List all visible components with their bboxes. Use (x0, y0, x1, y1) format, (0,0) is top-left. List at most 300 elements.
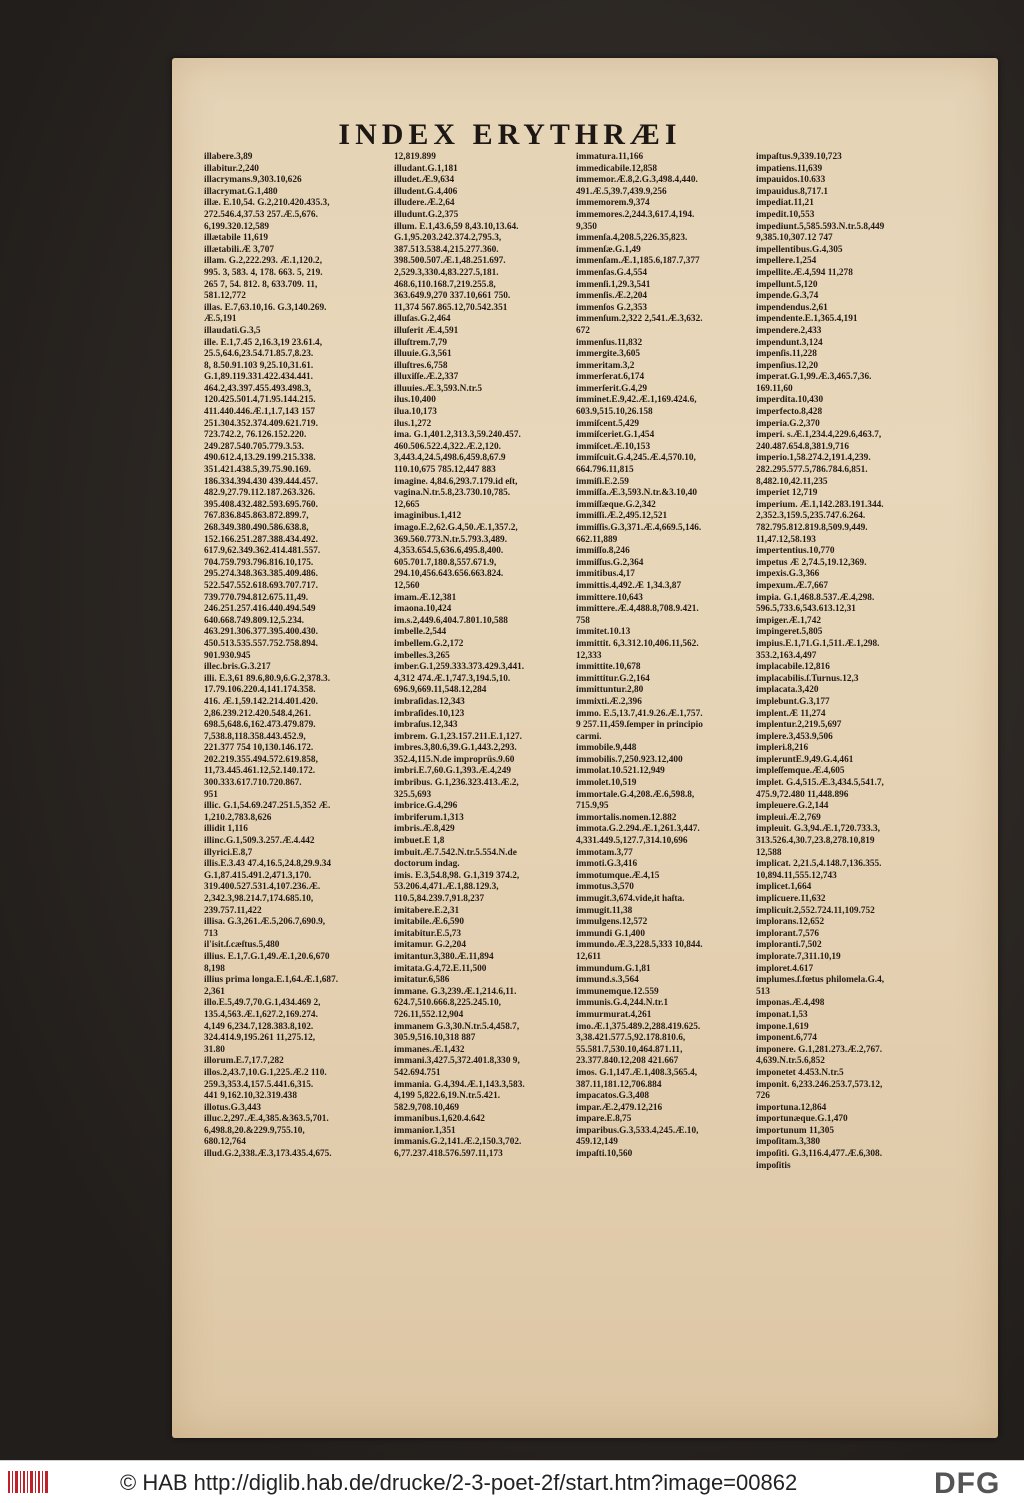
index-entry: impoſitam.3,380 (756, 1137, 821, 1148)
index-entry: implicet.1,664 (756, 882, 812, 893)
index-entry: 680.12,764 (204, 1137, 246, 1148)
index-entry: 294.10,456.643.656.663.824. (394, 569, 504, 580)
index-entry: illius prima longa.E.1,64.Æ.1,687. (204, 975, 339, 986)
index-entry: 23.377.840.12,208 421.667 (576, 1056, 679, 1067)
index-entry: 6,199.320.12,589 (204, 221, 270, 232)
index-entry: 2,86.239.212.420.548.4,261. (204, 708, 311, 719)
index-entry: 11,73.445.461.12,52.140.172. (204, 766, 316, 777)
index-entry: 4,353.654.5,636.6,495.8,400. (394, 546, 504, 557)
index-entry: Æ.5,191 (204, 314, 237, 325)
index-entry: impellere.1,254 (756, 256, 817, 267)
index-entry: 282.295.577.5,786.784.6,851. (756, 465, 868, 476)
index-entry: 319.400.527.531.4,107.236.Æ. (204, 882, 321, 893)
index-entry: imo.Æ.1,375.489.2,288.419.625. (576, 1021, 701, 1032)
index-entry: 4,199 5,822.6,19.N.tr.5.421. (394, 1091, 501, 1102)
index-entry: impoſitis (756, 1160, 791, 1171)
index-entry: imbrice.G.4,296 (394, 801, 458, 812)
index-entry: 363.649.9,270 337.10,661 750. (394, 291, 511, 302)
index-entry: 662.11,889 (576, 534, 618, 545)
index-entry: 640.668.749.809.12,5.234. (204, 615, 304, 626)
index-entry: immiſſus.G.2,364 (576, 557, 644, 568)
index-entry: immotus.3,570 (576, 882, 634, 893)
index-entry: imagine. 4,84.6,293.7.179.id eſt, (394, 476, 518, 487)
index-entry: illaudati.G.3,5 (204, 325, 261, 336)
index-entry: 6,77.237.418.576.597.11,173 (394, 1149, 503, 1160)
index-entry: 672 (576, 325, 590, 336)
index-entry: impellite.Æ.4,594 11,278 (756, 267, 853, 278)
index-entry: 135.4,563.Æ.1,627.2,169.274. (204, 1009, 318, 1020)
index-entry: 6,498.8,20.&229.9,755.10, (204, 1125, 305, 1136)
index-entry: 53.206.4,471.Æ.1,88.129.3, (394, 882, 499, 893)
index-entry: 251.304.352.374.409.621.719. (204, 418, 318, 429)
index-entry: illuſerit Æ.4,591 (394, 325, 459, 336)
index-entry: immolet.10,519 (576, 778, 637, 789)
index-entry: imbris.Æ.8,429 (394, 824, 455, 835)
index-entry: 12,665 (394, 499, 420, 510)
index-entry: impendere.2,433 (756, 325, 822, 336)
index-entry: 387.513.538.4,215.277.360. (394, 244, 499, 255)
index-entry: imitabitur.E.5,73 (394, 928, 462, 939)
index-entry: 3,443.4,24.5,498.6,459.8,67.9 (394, 453, 506, 464)
index-entry: immanis.G.2,141.Æ.2,150.3,702. (394, 1137, 522, 1148)
index-entry: illuſtres.6,758 (394, 360, 448, 371)
index-entry: immota.G.2.294.Æ.1,261.3,447. (576, 824, 700, 835)
page-title: INDEX ERYTHRÆI (338, 118, 682, 151)
index-entry: impauidos.10.633 (756, 175, 826, 186)
index-entry: 995. 3, 583. 4, 178. 663. 5, 219. (204, 267, 323, 278)
index-entry: imminet.E.9,42.Æ.1,169.424.6, (576, 395, 697, 406)
index-entry: 416. Æ.1,59.142.214.401.420. (204, 696, 318, 707)
index-entry: impleri.8,216 (756, 743, 809, 754)
index-entry: immiſcent.5,429 (576, 418, 639, 429)
index-entry: immanem G.3,30.N.tr.5.4,458.7, (394, 1021, 520, 1032)
index-entry: illidit 1,116 (204, 824, 248, 835)
index-entry: illætabile 11,619 (204, 233, 269, 244)
index-entry: immitibus.4,17 (576, 569, 635, 580)
index-entry: 459.12,149 (576, 1137, 618, 1148)
index-entry: illec.bris.G.3.217 (204, 662, 271, 673)
index-entry: imbrem. G.1,23.157.211.E.1,127. (394, 731, 522, 742)
index-entry: illudet.Æ.9,634 (394, 175, 455, 186)
index-entry: immittuntur.2,80 (576, 685, 644, 696)
index-entry: imago.E.2,62.G.4,50.Æ.1,357.2, (394, 523, 518, 533)
index-entry: 664.796.11,815 (576, 465, 634, 476)
index-entry: 12,611 (576, 951, 602, 962)
index-entry: 596.5,733.6,543.613.12,31 (756, 604, 856, 615)
index-column-2 (394, 152, 572, 1342)
footer-bar (0, 1460, 1024, 1503)
index-entry: 713 (204, 928, 218, 939)
index-entry: 10,894.11,555.12,743 (756, 870, 837, 881)
index-entry: immania. G.4,394.Æ.1,143.3,583. (394, 1079, 525, 1090)
index-entry: impaſti.10,560 (576, 1149, 633, 1160)
index-entry: 767.836.845.863.872.899.7, (204, 511, 309, 522)
index-entry: immanes.Æ.1,432 (394, 1044, 465, 1055)
index-entry: imis. E.3,54.8,98. G.1,319 374.2, (394, 870, 520, 881)
index-entry: imponetet 4.453.N.tr.5 (756, 1067, 844, 1078)
index-entry: 603.9,515.10,26.158 (576, 407, 653, 418)
index-entry: 715.9,95 (576, 801, 609, 812)
index-entry: immiſſa.Æ.3,593.N.tr.&3.10,40 (576, 488, 698, 499)
index-entry: 411.440.446.Æ.1,1.7,143 157 (204, 407, 316, 418)
index-entry: imperi. s.Æ.1,234.4,229.6,463.7, (756, 430, 882, 441)
index-entry: 8,198 (204, 963, 225, 974)
index-entry: 169.11,60 (756, 383, 793, 394)
index-entry: illudunt.G.2,375 (394, 209, 459, 220)
index-entry: imbres.3,80.6,39.G.1,443.2,293. (394, 743, 517, 754)
index-entry: 295.274.348.363.385.409.486. (204, 569, 318, 580)
index-entry: vagina.N.tr.5.8,23.730.10,785. (394, 488, 511, 499)
index-entry: illyrici.E.8,7 (204, 847, 253, 858)
index-entry: imperium. Æ.1,142.283.191.344. (756, 499, 884, 510)
index-entry: implentur.2,219.5,697 (756, 720, 842, 731)
index-entry: imponere. G.1,281.273.Æ.2,767. (756, 1044, 883, 1055)
index-entry: immiſſæque.G.2,342 (576, 499, 656, 510)
index-entry: immergite.3,605 (576, 349, 641, 360)
index-entry: illuxiſſe.Æ.2,337 (394, 372, 459, 383)
index-entry: impedit.10,553 (756, 209, 815, 220)
index-entry: imponas.Æ.4,498 (756, 998, 825, 1009)
index-entry: importunæque.G.1,470 (756, 1114, 848, 1125)
index-entry: im.s.2,449.6,404.7.801.10,588 (394, 615, 508, 626)
index-entry: implorate.7,311.10,19 (756, 951, 841, 962)
index-entry: 522.547.552.618.693.707.717. (204, 580, 318, 591)
index-entry: impone.1,619 (756, 1021, 809, 1032)
index-entry: immatura.11,166 (576, 152, 644, 162)
index-entry: immiſſis.G.3,371.Æ.4,669.5,146. (576, 523, 702, 533)
index-entry: immerſerit.G.4,29 (576, 383, 647, 394)
index-entry: 513 (756, 986, 770, 997)
index-entry: illudent.G.4,406 (394, 186, 458, 197)
index-entry: illos.2,43.7,10.G.1,225.Æ.2 110. (204, 1067, 327, 1078)
index-entry: immittitur.G.2,164 (576, 673, 650, 684)
barcode-icon (6, 1469, 50, 1495)
index-entry: 9,385.10,307.12 747 (756, 233, 833, 244)
index-entry: importuna.12,864 (756, 1102, 827, 1113)
index-entry: 31.80 (204, 1044, 225, 1055)
index-entry: 726 (756, 1091, 770, 1102)
index-entry: imbellem.G.2,172 (394, 638, 464, 649)
index-entry: 110.5,84.239.7,91.8,237 (394, 894, 485, 904)
index-entry: 1,210.2,783.8,626 (204, 812, 272, 823)
index-entry: illuſas.G.2,464 (394, 314, 451, 325)
index-entry: 249.287.540.705.779.3.53. (204, 441, 304, 452)
index-entry: immiſſo.8,246 (576, 546, 630, 557)
index-entry: ima. G.1,401.2,313.3,59.240.457. (394, 430, 521, 441)
index-entry: immemorem.9,374 (576, 198, 650, 209)
index-entry: 582.9,708.10,469 (394, 1102, 460, 1113)
index-entry: imbraſus.12,343 (394, 720, 458, 731)
index-entry: 268.349.380.490.586.638.8, (204, 523, 309, 533)
index-entry: immunis.G.4,244.N.tr.1 (576, 998, 669, 1009)
index-entry: 351.421.438.5,39.75.90.169. (204, 465, 311, 476)
index-entry: 8,482.10,42.11,235 (756, 476, 828, 487)
index-entry: illuc.2,297.Æ.4,385.&363.5,701. (204, 1114, 329, 1125)
index-entry: 464.2,43.397.455.493.498.3, (204, 383, 311, 394)
index-entry: imbraſides.10,123 (394, 708, 465, 719)
index-entry: immoti.G.3,416 (576, 859, 638, 870)
index-entry: impenſius.12,20 (756, 360, 818, 371)
index-entry: immanibus.1,620.4.642 (394, 1114, 485, 1125)
index-entry: imbribus. G.1,236.323.413.Æ.2, (394, 778, 519, 789)
index-entry: 4,312 474.Æ.1,747.3,194.5,10. (394, 673, 511, 684)
index-entry: 152.166.251.287.388.434.492. (204, 534, 318, 545)
index-entry: 12,560 (394, 580, 420, 591)
index-entry: 259.3,353.4,157.5.441.6,315. (204, 1079, 314, 1090)
index-entry: 3,38.421.577.5,92.178.810.6, (576, 1033, 686, 1044)
index-entry: immenſam.Æ.1,185.6,187.7,377 (576, 256, 700, 267)
index-entry: 265 7, 54. 812. 8, 633.709. 11, (204, 279, 318, 290)
index-entry: imponat.1,53 (756, 1009, 808, 1020)
index-entry: impediat.11,21 (756, 198, 814, 209)
index-entry: 8, 8.50.91.103 9,25.10,31.61. (204, 360, 314, 371)
index-entry: imbuit.Æ.7.542.N.tr.5.554.N.de (394, 847, 517, 858)
index-entry: illabitur.2,240 (204, 163, 259, 174)
index-entry: immo. E.5,13.7,41.9.26.Æ.1,757. (576, 708, 703, 719)
index-entry: illuuies.Æ.3,593.N.tr.5 (394, 383, 482, 394)
index-entry: 25.5,64.6,23.54.71.85.7,8.23. (204, 349, 314, 360)
index-entry: impingeret.5,805 (756, 627, 823, 638)
index-entry: 11,374 567.865.12,70.542.351 (394, 302, 508, 313)
index-entry: ille. E.1,7.45 2,16.3,19 23.61.4, (204, 337, 323, 348)
index-entry: immenſi.1,29.3,541 (576, 279, 651, 290)
index-entry: impauidus.8,717.1 (756, 186, 829, 197)
index-entry: illabere.3,89 (204, 152, 253, 162)
index-entry: immundo.Æ.3,228.5,333 10,844. (576, 940, 703, 951)
index-entry: immenſus.11,832 (576, 337, 643, 348)
index-entry: implacabilis.ſ.Turnus.12,3 (756, 673, 859, 684)
index-entry: implicat. 2,21.5,4.148.7,136.355. (756, 859, 882, 870)
index-entry: 221.377 754 10,130.146.172. (204, 743, 314, 754)
index-entry: imperio.1,58.274.2,191.4,239. (756, 453, 871, 464)
index-entry: 353.2,163.4,497 (756, 650, 817, 661)
index-entry: illinc.G.1,509.3.257.Æ.4.442 (204, 836, 315, 847)
index-column-1 (204, 152, 382, 1342)
index-entry: impenſis.11,228 (756, 349, 817, 360)
index-entry: 739.770.794.812.675.11,49. (204, 592, 309, 603)
index-entry: impellunt.5,120 (756, 279, 818, 290)
index-entry: immani.3,427.5,372.401.8,330 9, (394, 1056, 520, 1067)
index-entry: immobile.9,448 (576, 743, 637, 754)
index-entry: 901.930.945 (204, 650, 251, 661)
index-entry: immolat.10.521.12,949 (576, 766, 665, 777)
index-entry: implicuit.2,552.724.11,109.752 (756, 905, 875, 916)
index-entry: 239.757.11,422 (204, 905, 262, 916)
index-entry: imam.Æ.12,381 (394, 592, 457, 603)
index-entry: imperat.G.1,99.Æ.3,465.7,36. (756, 372, 872, 383)
index-entry: immittis.4,492.Æ 1,34.3,87 (576, 580, 682, 591)
index-entry: impediunt.5,585.593.N.tr.5.8,449 (756, 221, 885, 232)
index-entry: 387.11,181.12,706.884 (576, 1079, 662, 1090)
copyright-link[interactable]: © HAB http://diglib.hab.de/drucke/2-3-poet-2f/start.htm?image=00862 (120, 1470, 798, 1495)
index-entry: immittit. 6,3.312.10,406.11,562. (576, 638, 699, 649)
index-entry: impleuit. G.3,94.Æ.1,720.733.3, (756, 824, 880, 835)
index-entry: impleuere.G.2,144 (756, 801, 829, 812)
index-entry: 7,538.8,118.358.443.452.9, (204, 731, 306, 742)
index-entry: 624.7,510.666.8,225.245.10, (394, 998, 501, 1009)
index-entry: impacatos.G.3,408 (576, 1091, 650, 1102)
index-entry: ilua.10,173 (394, 407, 437, 418)
index-entry: 726.11,552.12,904 (394, 1009, 464, 1020)
index-entry: immeritam.3,2 (576, 360, 635, 371)
index-entry: 369.560.773.N.tr.5.793.3,489. (394, 534, 508, 545)
index-entry: imos. G.1,147.Æ.1,408.3,565.4, (576, 1067, 698, 1078)
index-entry: immerſerat.6,174 (576, 372, 645, 383)
index-entry: immittere.10,643 (576, 592, 643, 603)
index-entry: implet. G.4,515.Æ.3,434.5,541.7, (756, 778, 884, 789)
index-entry: immanior.1,351 (394, 1125, 456, 1136)
index-entry: G.1,95.203.242.374.2,795.3, (394, 233, 502, 244)
index-entry: imbelle.2,544 (394, 627, 447, 638)
index-column-4 (756, 152, 956, 1342)
index-entry: 17.79.106.220.4,141.174.358. (204, 685, 316, 696)
index-entry: 4,331.449.5,127.7,314.10,696 (576, 836, 688, 847)
index-entry: 482.9,27.79.112.187.263.326. (204, 488, 316, 499)
index-entry: 951 (204, 789, 218, 800)
index-entry: immenſis.Æ.2,204 (576, 291, 648, 302)
index-entry: immiſceriet.G.1,454 (576, 430, 655, 441)
index-entry: implent.Æ 11,274 (756, 708, 826, 719)
index-entry: imitabile.Æ.6,590 (394, 917, 464, 928)
index-entry: 782.795.812.819.8,509.9,449. (756, 523, 868, 533)
index-entry: immittere.Æ.4,488.8,708.9.421. (576, 604, 699, 615)
index-entry: imitatur.6,586 (394, 975, 450, 986)
index-entry: 120.425.501.4,71.95.144.215. (204, 395, 316, 406)
index-entry: immitet.10.13 (576, 627, 631, 638)
index-entry: impleui.Æ.2,769 (756, 812, 821, 823)
index-entry: illo.E.5,49.7,70.G.1,434.469 2, (204, 998, 321, 1009)
index-entry: 542.694.751 (394, 1067, 441, 1078)
index-entry: immulgens.12,572 (576, 917, 648, 928)
index-entry: 698.5,648.6,162.473.479.879. (204, 720, 316, 731)
dfg-logo: DFG (934, 1467, 1001, 1500)
index-entry: illis.E.3.43 47.4,16.5,24.8,29.9.34 (204, 859, 332, 870)
index-entry: 12,819.899 (394, 152, 436, 162)
index-entry: impendunt.3,124 (756, 337, 823, 348)
index-entry: illotus.G.3,443 (204, 1102, 262, 1113)
index-entry: illum. E.1,43.6,59 8,43.10,13.64. (394, 221, 519, 232)
index-entry: immortale.G.4,208.Æ.6,598.8, (576, 789, 695, 800)
index-entry: 460.506.522.4,322.Æ.2,120. (394, 441, 501, 452)
index-entry: immenſa.4,208.5,226.35,823. (576, 233, 688, 244)
index-entry: impius.E.1,71.G.1,511.Æ.1,298. (756, 638, 880, 649)
index-entry: immiſcet.Æ.10,153 (576, 441, 651, 452)
index-entry: imitabere.E.2,31 (394, 905, 460, 916)
index-entry: 110.10,675 785.12,447 883 (394, 465, 496, 476)
index-entry: 395.408.432.482.593.695.760. (204, 499, 318, 510)
index-entry: imperia.G.2,370 (756, 418, 820, 429)
index-entry: 704.759.793.796.816.10,175. (204, 557, 314, 568)
index-entry: 305.9,516.10,318 887 (394, 1033, 476, 1044)
index-entry: implicuere.11,632 (756, 894, 826, 904)
index-entry: implacata.3,420 (756, 685, 819, 696)
index-entry: imitantur.3,380.Æ.11,894 (394, 951, 494, 962)
index-entry: importunum 11,305 (756, 1125, 835, 1136)
index-entry: 475.9,72.480 11,448.896 (756, 789, 849, 800)
index-entry: 758 (576, 615, 590, 626)
index-entry: 202.219.355.494.572.619.858, (204, 754, 318, 765)
index-entry: implacabile.12,816 (756, 662, 830, 673)
index-entry: 463.291.306.377.395.400.430. (204, 627, 318, 638)
index-entry: implorant.7,576 (756, 928, 820, 939)
index-entry: impatiens.11,639 (756, 163, 823, 174)
index-entry: 2,361 (204, 986, 225, 997)
index-entry: 2,352.3,159.5,235.747.6.264. (756, 511, 866, 522)
index-entry: immenſas.G.4,554 (576, 267, 648, 278)
index-entry: 186.334.394.430 439.444.457. (204, 476, 318, 487)
index-entry: ilus.1,272 (394, 418, 432, 429)
index-entry: 617.9,62.349.362.414.481.557. (204, 546, 321, 557)
index-entry: illacrymans.9,303.10,626 (204, 175, 302, 186)
index-entry: illas. E.7,63.10,16. G.3,140.269. (204, 302, 327, 313)
index-entry: 4,149 6,234.7,128.383.8,102. (204, 1021, 314, 1032)
index-entry: 9 257.11,459.ſemper in principio (576, 720, 703, 731)
index-entry: implorans.12,652 (756, 917, 825, 928)
index-entry: illisa. G.3,261.Æ.5,206.7,690.9, (204, 917, 326, 928)
index-entry: impia. G.1,468.8.537.Æ.4,298. (756, 592, 875, 603)
index-entry: immiſſi.Æ.2,495.12,521 (576, 511, 668, 522)
index-entry: imbuet.E 1,8 (394, 836, 445, 847)
index-entry: immundi G.1,400 (576, 928, 645, 939)
index-entry: illuſtrem.7,79 (394, 337, 448, 348)
index-entry: 240.487.654.8,381.9,716 (756, 441, 849, 452)
index-entry: immugit.11,38 (576, 905, 633, 916)
index-entry: 300.333.617.710.720.867. (204, 778, 302, 789)
index-entry: 605.701.7,180.8,557.671.9, (394, 557, 497, 568)
index-entry: immenſos G.2,353 (576, 302, 648, 313)
index-entry: illacrymat.G.1,480 (204, 186, 278, 197)
index-entry: immenſæ.G.1,49 (576, 244, 641, 255)
index-entry: illudere.Æ.2,64 (394, 198, 455, 209)
index-entry: 55.581.7,530.10,464.871.11, (576, 1044, 683, 1055)
index-entry: implere.3,453.9,506 (756, 731, 833, 742)
index-entry: immittite.10,678 (576, 662, 641, 673)
index-entry: G.1,89.119.331.422.434.441. (204, 372, 313, 383)
index-entry: illætabili.Æ 3,707 (204, 244, 274, 255)
index-entry: illorum.E.7,17.7,282 (204, 1056, 284, 1067)
index-entry: 723.742.2, 76.126.152.220. (204, 430, 307, 441)
index-entry: immund.s.3,564 (576, 975, 639, 986)
index-entry: impexis.G.3,366 (756, 569, 820, 580)
index-entry: impendente.E.1,365.4,191 (756, 314, 858, 325)
index-entry: imbri.E.7,60.G.1,393.Æ.4,249 (394, 766, 511, 777)
index-entry: imperdita.10,430 (756, 395, 824, 406)
index-entry: immundum.G.1,81 (576, 963, 651, 974)
index-entry: imbelles.3,265 (394, 650, 450, 661)
index-entry: immugit.3,674.vide,it haſta. (576, 894, 685, 904)
index-entry: 325.5,693 (394, 789, 432, 800)
index-entry: imaona.10,424 (394, 604, 452, 615)
index-entry: 9,350 (576, 221, 597, 232)
index-entry: immemor.Æ.8,2.G.3,498.4,440. (576, 175, 698, 186)
index-entry: impar.Æ.2,479.12,216 (576, 1102, 663, 1113)
index-entry: 4,639.N.tr.5.6,852 (756, 1056, 825, 1067)
index-entry: impleruntE.9,49.G.4,461 (756, 754, 854, 765)
index-entry: impiger.Æ.1,742 (756, 615, 821, 626)
index-entry: 696.9,669.11,548.12,284 (394, 685, 487, 696)
index-entry: imbraſidas.12,343 (394, 696, 465, 707)
index-entry: carmi. (576, 731, 602, 742)
index-entry: 2,342.3,98.214.7,174.685.10, (204, 894, 314, 904)
index-entry: imploranti.7,502 (756, 940, 822, 951)
index-entry: impendendus.2,61 (756, 302, 828, 313)
index-entry: 468.6,110.168.7,219.255.8, (394, 279, 496, 290)
index-entry: doctorum indag. (394, 859, 460, 870)
index-entry: impare.E.8,75 (576, 1114, 632, 1125)
index-entry: imitata.G.4,72.E.11,500 (394, 963, 487, 974)
index-entry: illæ. E.10,54. G.2,210.420.435.3, (204, 198, 330, 209)
index-entry: impoſiti. G.3,116.4,477.Æ.6,308. (756, 1149, 883, 1160)
